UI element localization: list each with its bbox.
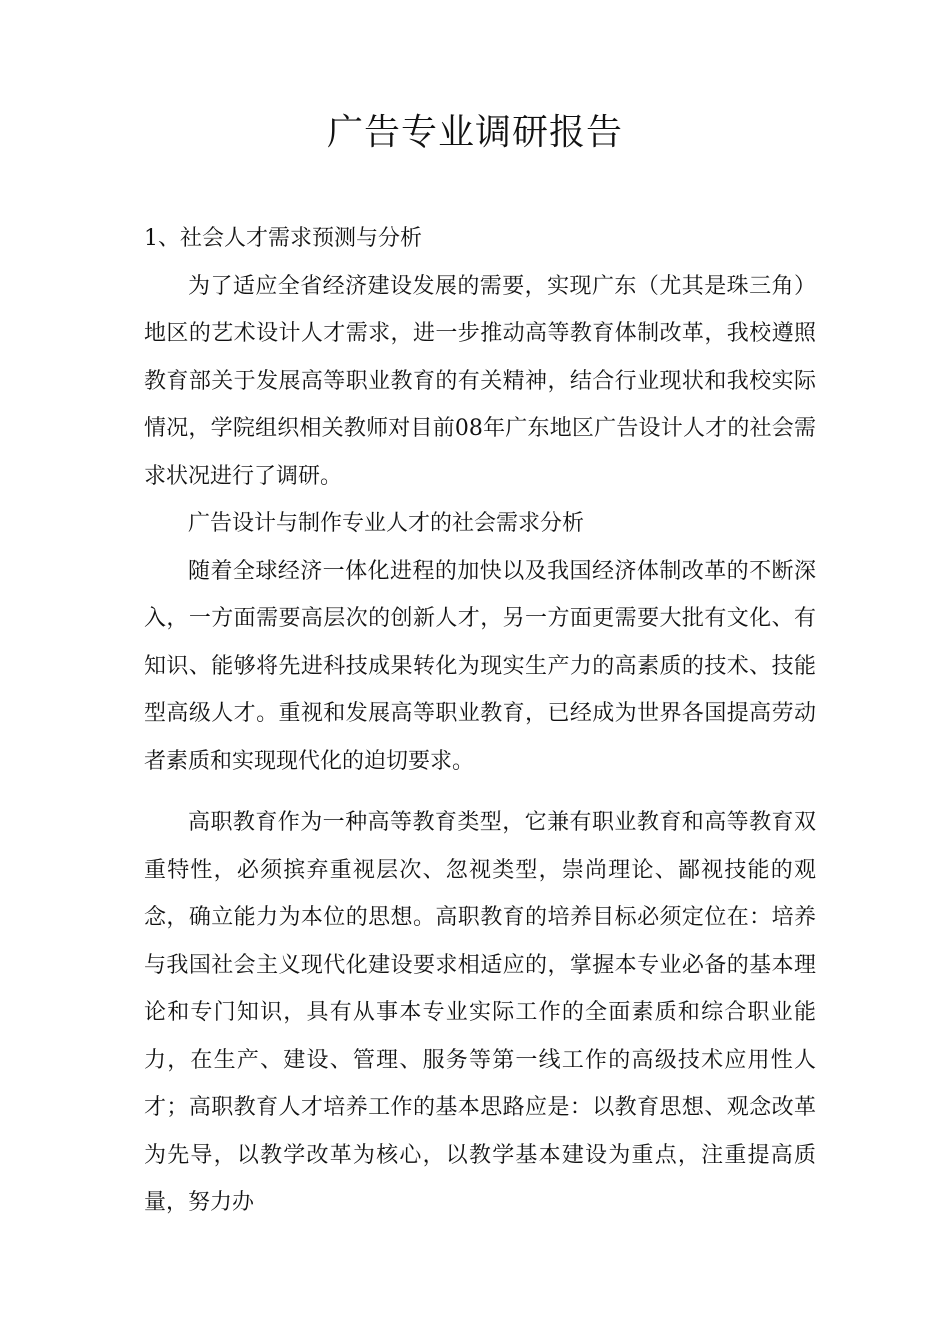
section-heading: 1、社会人才需求预测与分析 (144, 226, 422, 251)
paragraph-demand: 随着全球经济一体化进程的加快以及我国经济体制改革的不断深入，一方面需要高层次的创新人才，另一方面更需要大批有文化、有知识、能够将先进科技成果转化为现实生产力的高素质的技术、技能型高级人才。重视和发展高等职业教育，已经成为世界各国提高劳动者素质和实现现代化的迫切要求。 (144, 558, 816, 774)
document-body (144, 215, 816, 1227)
document-title: 广告专业调研报告 (326, 112, 623, 153)
subheading: 广告设计与制作专业人才的社会需求分析 (188, 511, 585, 536)
paragraph-intro: 为了适应全省经济建设发展的需要，实现广东（尤其是珠三角）地区的艺术设计人才需求，进一步推动高等教育体制改革，我校遵照教育部关于发展高等职业教育的有关精神，结合行业现状和我校实际情况，学院组织相关教师对目前08年广东地区广告设计人才的社会需求状况进行了调研。 (144, 273, 816, 489)
paragraph-higher-vocational: 高职教育作为一种高等教育类型，它兼有职业教育和高等教育双重特性，必须摈弃重视层次、忽视类型，崇尚理论、鄙视技能的观念，确立能力为本位的思想。高职教育的培养目标必须定位在：培养与我国社会主义现代化建设要求相适应的，掌握本专业必备的基本理论和专门知识，具有从事本专业实际工作的全面素质和综合职业能力，在生产、建设、管理、服务等第一线工作的高级技术应用性人才；高职教育人才培养工作的基本思路应是：以教育思想、观念改革为先导，以教学改革为核心，以教学基本建设为重点，注重提高质量，努力办 (144, 810, 816, 1215)
paragraph-gap (144, 785, 816, 799)
